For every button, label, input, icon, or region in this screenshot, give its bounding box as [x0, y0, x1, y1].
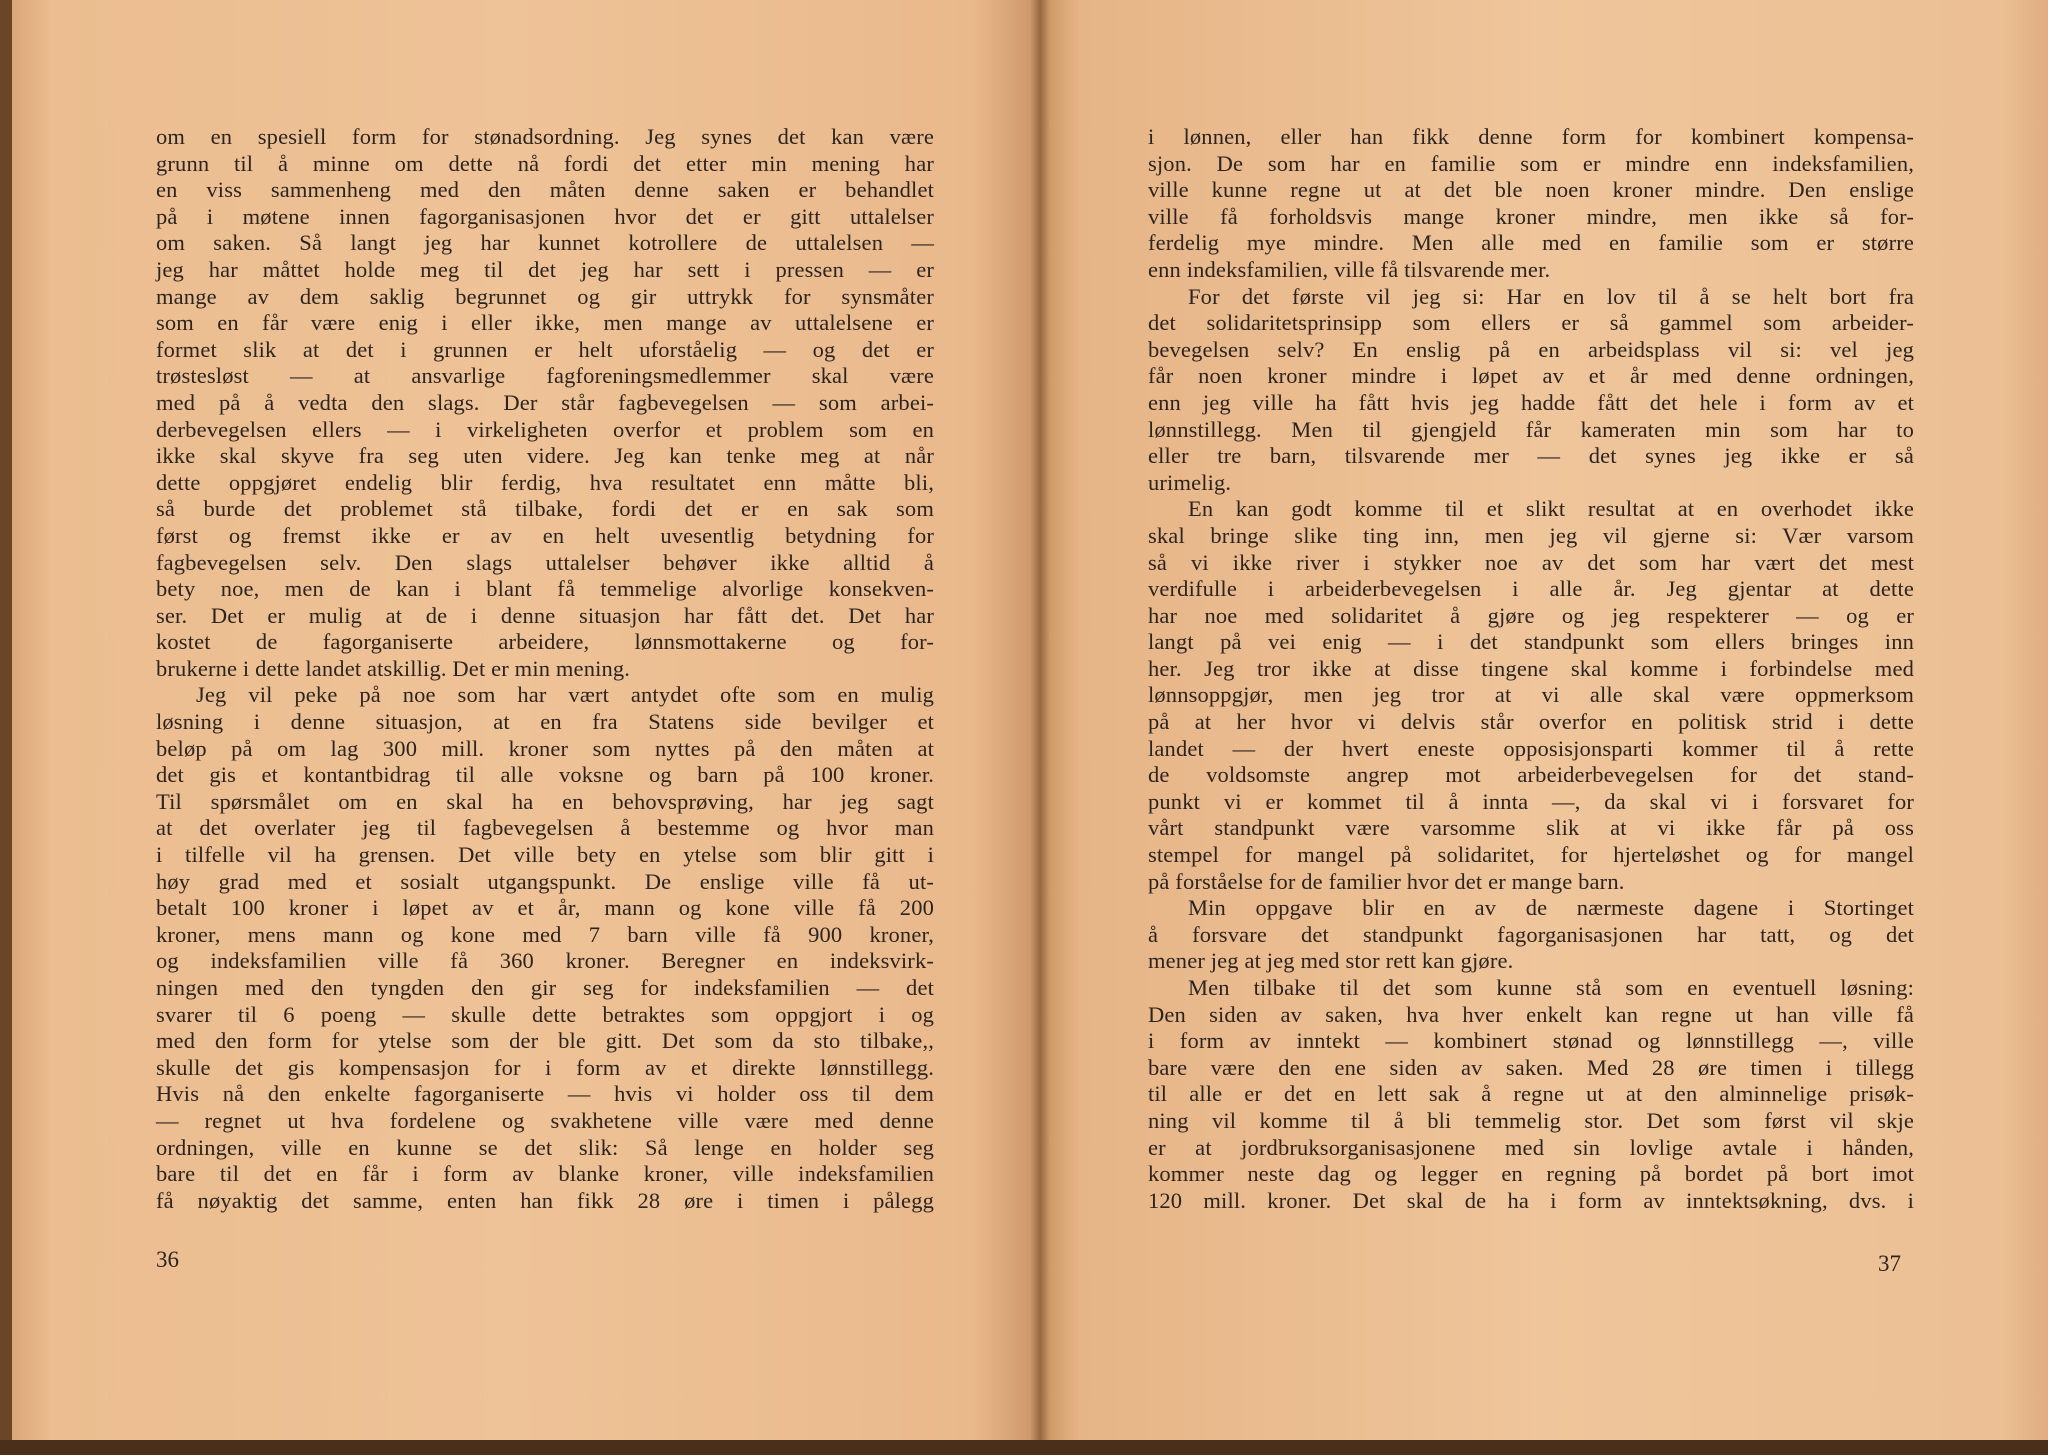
text-line: bevegelsen selv? En enslig på en arbeidsplass vil si: vel jeg: [1148, 336, 1914, 362]
text-line: får noen kroner mindre i løpet av et år med denne ordningen,: [1148, 363, 1914, 389]
text-line: formet slik at det i grunnen er helt uforståelig — og det er: [156, 336, 934, 362]
text-line: de voldsomste angrep mot arbeiderbevegelsen for det stand-: [1148, 762, 1914, 788]
text-line: enn indeksfamilien, ville få tilsvarende mer.: [1148, 256, 1551, 282]
text-line: stempel for mangel på solidaritet, for hjerteløshet og for mangel: [1148, 842, 1914, 868]
text-line: urimelig.: [1148, 469, 1232, 495]
text-line: dette oppgjøret endelig blir ferdig, hva resultatet enn måtte bli,: [156, 469, 934, 495]
text-line: det solidaritetsprinsipp som ellers er så gammel som arbeider-: [1148, 310, 1914, 336]
bottom-edge: [0, 1440, 2048, 1455]
text-line: vårt standpunkt være varsomme slik at vi ikke får på oss: [1148, 815, 1914, 841]
text-line: verdifulle i arbeiderbevegelsen i alle år. Jeg gjentar at dette: [1148, 576, 1914, 602]
text-line: om saken. Så langt jeg har kunnet kotrollere de uttalelsen —: [156, 230, 934, 256]
text-line: skulle det gis kompensasjon for i form av et direkte lønnstillegg.: [156, 1054, 934, 1080]
text-line: jeg har måttet holde meg til det jeg har sett i pressen — er: [156, 256, 934, 282]
left-page-text: [156, 124, 934, 1214]
text-line: ning vil komme til å bli temmelig stor. Det som først vil skje: [1148, 1107, 1914, 1133]
text-line: lønnstillegg. Men til gjengjeld får kameraten min som har to: [1148, 416, 1914, 442]
text-line: kommer neste dag og legger en regning på bordet på bort imot: [1148, 1161, 1914, 1187]
right-page-number: 37: [1878, 1251, 1901, 1276]
text-line: skal bringe slike ting inn, men jeg vil gjerne si: Vær varsom: [1148, 522, 1914, 548]
text-line: som en får være enig i eller ikke, men mange av uttalelsene er: [156, 310, 934, 336]
text-line: mange av dem saklig begrunnet og gir uttrykk for synsmåter: [156, 283, 934, 309]
text-line: brukerne i dette landet atskillig. Det er min mening.: [156, 655, 631, 681]
text-line: eller tre barn, tilsvarende mer — det synes jeg ikke er så: [1148, 443, 1914, 469]
text-line: så burde det problemet stå tilbake, fordi det er en sak som: [156, 496, 934, 522]
book-gutter: [1030, 0, 1050, 1455]
text-line: har noe med solidaritet å gjøre og jeg respekterer — og er: [1148, 602, 1914, 628]
text-line: med på å vedta den slags. Der står fagbevegelsen — som arbei-: [156, 389, 934, 415]
text-line: ningen med den tyngden den gir seg for indeksfamilien — det: [156, 975, 934, 1000]
text-line: ville kunne regne ut at det ble noen kroner mindre. Den enslige: [1148, 177, 1914, 203]
book-edge: [0, 0, 12, 1455]
text-line: kroner, mens mann og kone med 7 barn ville få 900 kroner,: [156, 921, 934, 947]
text-line: Til spørsmålet om en skal ha en behovsprøving, har jeg sagt: [156, 788, 934, 814]
text-line: en viss sammenheng med den måten denne saken er behandlet: [156, 177, 934, 203]
text-line: til alle er det en lett sak å regne ut at den alminnelige prisøk-: [1148, 1081, 1914, 1107]
text-line: langt på vei enig — i det standpunkt som ellers bringes inn: [1148, 629, 1914, 655]
text-line: Men tilbake til det som kunne stå som en eventuell løsning:: [1188, 975, 1914, 1000]
text-line: trøstesløst — at ansvarlige fagforeningsmedlemmer skal være: [156, 363, 934, 389]
text-line: mener jeg at jeg med stor rett kan gjøre.: [1148, 948, 1514, 974]
text-line: er at jordbruksorganisasjonene med sin lovlige avtale i hånden,: [1148, 1134, 1914, 1160]
text-line: betalt 100 kroner i løpet av et år, mann og kone ville få 200: [156, 895, 934, 921]
text-line: kostet de fagorganiserte arbeidere, lønnsmottakerne og for-: [156, 629, 934, 655]
text-line: og indeksfamilien ville få 360 kroner. Beregner en indeksvirk-: [156, 948, 934, 974]
text-line: grunn til å minne om dette nå fordi det etter min mening har: [156, 150, 934, 176]
text-line: få nøyaktig det samme, enten han fikk 28 øre i timen i pålegg: [156, 1187, 934, 1213]
text-line: om en spesiell form for stønadsordning. Jeg synes det kan være: [156, 124, 934, 149]
text-line: å forsvare det standpunkt fagorganisasjonen har tatt, og det: [1148, 921, 1914, 947]
text-line: ferdelig mye mindre. Men alle med en familie som er større: [1148, 230, 1914, 256]
text-line: løsning i denne situasjon, at en fra Statens side bevilger et: [156, 709, 934, 735]
text-line: i tilfelle vil ha grensen. Det ville bety en ytelse som blir gitt i: [156, 842, 934, 868]
text-line: det gis et kontantbidrag til alle voksne og barn på 100 kroner.: [156, 762, 934, 788]
right-page-text: [1148, 124, 1914, 1214]
text-line: ikke skal skyve fra seg uten videre. Jeg kan tenke meg at når: [156, 443, 934, 469]
text-line: først og fremst ikke er av en helt uvesentlig betydning for: [156, 522, 934, 548]
text-line: sjon. De som har en familie som er mindre enn indeksfamilien,: [1148, 150, 1914, 176]
text-line: her. Jeg tror ikke at disse tingene skal komme i forbindelse med: [1148, 655, 1914, 681]
text-line: Jeg vil peke på noe som har vært antydet ofte som en mulig: [196, 682, 934, 708]
text-line: så vi ikke river i stykker noe av det som har vært det mest: [1148, 549, 1914, 575]
text-line: på i møtene innen fagorganisasjonen hvor det er gitt uttalelser: [156, 203, 934, 229]
text-line: bare være den ene siden av saken. Med 28 øre timen i tillegg: [1148, 1054, 1914, 1080]
text-line: at det overlater jeg til fagbevegelsen å bestemme og hvor man: [156, 815, 934, 841]
text-line: En kan godt komme til et slikt resultat at en overhodet ikke: [1188, 496, 1914, 522]
text-line: ordningen, ville en kunne se det slik: Så lenge en holder seg: [156, 1134, 934, 1160]
text-line: bety noe, men de kan i blant få temmelige alvorlige konsekven-: [156, 576, 934, 602]
text-line: bare til det en får i form av blanke kroner, ville indeksfamilien: [156, 1161, 934, 1187]
text-line: — regnet ut hva fordelene og svakhetene ville være med denne: [156, 1107, 934, 1133]
text-line: svarer til 6 poeng — skulle dette betraktes som oppgjort i og: [156, 1001, 934, 1027]
left-page-number: 36: [156, 1247, 179, 1272]
text-line: beløp på om lag 300 mill. kroner som nyttes på den måten at: [156, 735, 934, 761]
text-line: høy grad med et sosialt utgangspunkt. De enslige ville få ut-: [156, 868, 934, 894]
text-line: fagbevegelsen selv. Den slags uttalelser behøver ikke alltid å: [156, 549, 934, 575]
text-line: med den form for ytelse som der ble gitt. Det som da sto tilbake,,: [156, 1028, 934, 1054]
text-line: Min oppgave blir en av de nærmeste dagene i Stortinget: [1188, 895, 1914, 921]
text-line: på at her hvor vi delvis står overfor en politisk strid i dette: [1148, 709, 1914, 735]
text-line: punkt vi er kommet til å innta —, da skal vi i forsvaret for: [1148, 788, 1914, 814]
text-line: 120 mill. kroner. Det skal de ha i form av inntektsøkning, dvs. i: [1148, 1187, 1914, 1213]
text-line: enn jeg ville ha fått hvis jeg hadde fått det hele i form av et: [1148, 389, 1914, 415]
text-line: For det første vil jeg si: Har en lov til å se helt bort fra: [1188, 283, 1914, 309]
text-line: lønnsoppgjør, men jeg tror at vi alle skal være oppmerksom: [1148, 682, 1914, 708]
left-page: [12, 0, 1040, 1448]
text-line: Hvis nå den enkelte fagorganiserte — hvis vi holder oss til dem: [156, 1081, 934, 1107]
text-line: i form av inntekt — kombinert stønad og lønnstillegg —, ville: [1148, 1028, 1914, 1054]
text-line: på forståelse for de familier hvor det er mange barn.: [1148, 868, 1625, 894]
text-line: ville få forholdsvis mange kroner mindre, men ikke så for-: [1148, 203, 1914, 229]
text-line: derbevegelsen ellers — i virkeligheten overfor et problem som en: [156, 416, 934, 442]
right-page: [1040, 0, 2048, 1448]
text-line: ser. Det er mulig at de i denne situasjon har fått det. Det har: [156, 602, 934, 628]
text-line: landet — der hvert eneste opposisjonsparti kommer til å rette: [1148, 735, 1914, 761]
text-line: i lønnen, eller han fikk denne form for kombinert kompensa-: [1148, 124, 1914, 149]
text-line: Den siden av saken, hva hver enkelt kan regne ut han ville få: [1148, 1001, 1914, 1027]
